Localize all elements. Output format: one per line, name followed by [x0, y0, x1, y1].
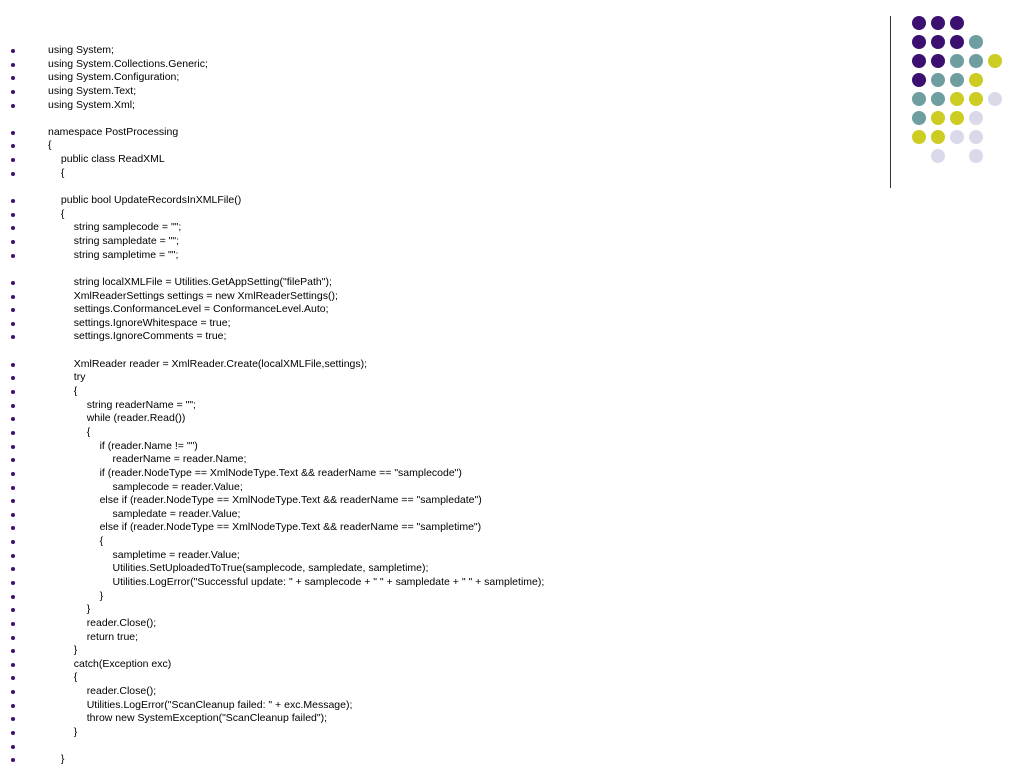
dot-dark_purple — [950, 35, 964, 49]
code-line-text: settings.ConformanceLevel = ConformanceLevel.Auto; — [73, 303, 329, 316]
code-line-text: } — [73, 644, 78, 657]
code-line — [0, 126, 860, 140]
dot-lavender — [931, 149, 945, 163]
bullet-icon — [11, 567, 15, 571]
code-line — [0, 71, 860, 85]
code-line-text: using System.Collections.Generic; — [48, 57, 208, 70]
code-line — [0, 699, 860, 713]
code-line-text: if (reader.NodeType == XmlNodeType.Text && readerName == "samplecode") — [99, 466, 462, 479]
dot-dark_purple — [931, 35, 945, 49]
bullet-icon — [11, 458, 15, 462]
bullet-icon — [11, 363, 15, 367]
bullet-icon — [11, 513, 15, 517]
code-line — [0, 521, 860, 535]
code-line-text: else if (reader.NodeType == XmlNodeType.Text && readerName == "sampletime") — [99, 521, 482, 534]
dot-yellow — [912, 130, 926, 144]
code-line-text: reader.Close(); — [86, 685, 157, 698]
code-line — [0, 535, 860, 549]
code-line — [0, 344, 860, 358]
bullet-icon — [11, 90, 15, 94]
bullet-icon — [11, 404, 15, 408]
code-line — [0, 290, 860, 304]
bullet-icon — [11, 172, 15, 176]
bullet-icon — [11, 704, 15, 708]
bullet-icon — [11, 745, 15, 749]
bullet-icon — [11, 540, 15, 544]
code-line-text: samplecode = reader.Value; — [112, 480, 243, 493]
bullet-icon — [11, 717, 15, 721]
code-line — [0, 671, 860, 685]
code-line-text: { — [73, 385, 78, 398]
code-line-text: else if (reader.NodeType == XmlNodeType.Text && readerName == "sampledate") — [99, 494, 482, 507]
bullet-icon — [11, 63, 15, 67]
code-line — [0, 753, 860, 767]
code-line — [0, 235, 860, 249]
bullet-icon — [11, 526, 15, 530]
code-line — [0, 631, 860, 645]
code-line — [0, 167, 860, 181]
code-line — [0, 276, 860, 290]
bullet-icon — [11, 472, 15, 476]
bullet-icon — [11, 636, 15, 640]
code-line-text: settings.IgnoreComments = true; — [73, 330, 227, 343]
bullet-icon — [11, 49, 15, 53]
dot-dark_purple — [912, 16, 926, 30]
bullet-icon — [11, 758, 15, 762]
code-line — [0, 221, 860, 235]
dot-dark_purple — [912, 35, 926, 49]
code-line-text: settings.IgnoreWhitespace = true; — [73, 316, 231, 329]
code-line-text: using System.Xml; — [48, 98, 135, 111]
code-line — [0, 562, 860, 576]
bullet-icon — [11, 295, 15, 299]
dot-yellow — [950, 111, 964, 125]
dot-yellow — [931, 111, 945, 125]
code-line — [0, 617, 860, 631]
dot-lavender — [950, 130, 964, 144]
code-line-text: namespace PostProcessing — [48, 125, 179, 138]
dot-yellow — [969, 73, 983, 87]
code-line-text: reader.Close(); — [86, 616, 157, 629]
code-line-text: string sampletime = ""; — [73, 248, 179, 261]
dot-dark_purple — [931, 16, 945, 30]
code-line-text: using System; — [48, 44, 114, 56]
code-line — [0, 249, 860, 263]
code-line — [0, 208, 860, 222]
bullet-icon — [11, 199, 15, 203]
bullet-icon — [11, 281, 15, 285]
code-line — [0, 330, 860, 344]
code-line-text: using System.Configuration; — [48, 71, 180, 84]
bullet-icon — [11, 608, 15, 612]
code-line — [0, 139, 860, 153]
code-line-text: { — [99, 535, 104, 548]
bullet-icon — [11, 690, 15, 694]
code-line-text: } — [60, 753, 65, 766]
code-line — [0, 426, 860, 440]
bullet-icon — [11, 104, 15, 108]
code-line — [0, 358, 860, 372]
code-line-text: while (reader.Read()) — [86, 412, 186, 425]
dot-yellow — [931, 130, 945, 144]
code-line-text: string readerName = ""; — [86, 398, 196, 411]
code-line — [0, 481, 860, 495]
bullet-icon — [11, 308, 15, 312]
bullet-icon — [11, 240, 15, 244]
bullet-icon — [11, 445, 15, 449]
code-line — [0, 153, 860, 167]
code-line-text: return true; — [86, 630, 139, 643]
code-line — [0, 658, 860, 672]
code-line — [0, 508, 860, 522]
code-line — [0, 590, 860, 604]
dot-teal — [950, 54, 964, 68]
code-line — [0, 712, 860, 726]
code-line — [0, 726, 860, 740]
bullet-icon — [11, 335, 15, 339]
code-line-text: try — [73, 371, 86, 384]
code-line-text: XmlReaderSettings settings = new XmlReaderSettings(); — [73, 289, 338, 302]
bullet-icon — [11, 581, 15, 585]
code-line — [0, 180, 860, 194]
code-line — [0, 576, 860, 590]
code-line — [0, 467, 860, 481]
code-line — [0, 385, 860, 399]
code-line — [0, 303, 860, 317]
code-line-text: } — [86, 603, 91, 616]
bullet-icon — [11, 622, 15, 626]
bullet-icon — [11, 131, 15, 135]
dot-dark_purple — [912, 54, 926, 68]
bullet-icon — [11, 144, 15, 148]
dot-yellow — [950, 92, 964, 106]
dot-yellow — [988, 54, 1002, 68]
code-line — [0, 371, 860, 385]
code-listing — [0, 44, 860, 767]
code-line — [0, 412, 860, 426]
dot-dark_purple — [912, 73, 926, 87]
code-line — [0, 99, 860, 113]
code-line-text: public class ReadXML — [60, 153, 165, 166]
code-line-text: { — [48, 139, 52, 152]
code-line-text: string localXMLFile = Utilities.GetAppSetting("filePath"); — [73, 275, 332, 288]
code-line — [0, 453, 860, 467]
dot-teal — [969, 35, 983, 49]
bullet-icon — [11, 431, 15, 435]
dot-dark_purple — [931, 54, 945, 68]
code-line — [0, 549, 860, 563]
code-line — [0, 262, 860, 276]
code-line-text: { — [60, 166, 65, 179]
code-line — [0, 85, 860, 99]
code-line-text: string sampledate = ""; — [73, 234, 180, 247]
code-line-text: Utilities.SetUploadedToTrue(samplecode, sampledate, sampletime); — [112, 562, 429, 575]
bullet-icon — [11, 213, 15, 217]
code-line — [0, 194, 860, 208]
code-line-text: using System.Text; — [48, 84, 137, 97]
bullet-icon — [11, 390, 15, 394]
dot-teal — [969, 54, 983, 68]
code-line-text: sampledate = reader.Value; — [112, 507, 241, 520]
code-line — [0, 603, 860, 617]
bullet-icon — [11, 499, 15, 503]
bullet-icon — [11, 417, 15, 421]
code-line-text: XmlReader reader = XmlReader.Create(localXMLFile,settings); — [73, 357, 368, 370]
dot-teal — [950, 73, 964, 87]
code-line — [0, 58, 860, 72]
dot-teal — [931, 73, 945, 87]
code-line — [0, 112, 860, 126]
dot-lavender — [969, 111, 983, 125]
bullet-icon — [11, 595, 15, 599]
code-line — [0, 644, 860, 658]
code-line — [0, 44, 860, 58]
code-line-text: catch(Exception exc) — [73, 657, 172, 670]
code-line-text: throw new SystemException("ScanCleanup failed"); — [86, 712, 328, 725]
code-line-text: sampletime = reader.Value; — [112, 548, 240, 561]
dot-lavender — [969, 149, 983, 163]
code-line-text: readerName = reader.Name; — [112, 453, 247, 466]
code-line-text: Utilities.LogError("Successful update: " + samplecode + " " + sampledate + " " + sampletime); — [112, 575, 545, 588]
code-line — [0, 494, 860, 508]
bullet-icon — [11, 158, 15, 162]
code-line-text: { — [73, 671, 78, 684]
dot-lavender — [988, 92, 1002, 106]
bullet-icon — [11, 322, 15, 326]
dot-lavender — [969, 130, 983, 144]
code-line-text: public bool UpdateRecordsInXMLFile() — [60, 194, 242, 207]
dot-teal — [931, 92, 945, 106]
code-line-text: string samplecode = ""; — [73, 221, 182, 234]
dot-yellow — [969, 92, 983, 106]
bullet-icon — [11, 226, 15, 230]
bullet-icon — [11, 649, 15, 653]
code-line — [0, 740, 860, 754]
bullet-icon — [11, 486, 15, 490]
code-line-text: } — [73, 726, 78, 739]
dot-dark_purple — [950, 16, 964, 30]
decorative-dot-grid — [900, 14, 1020, 174]
code-line-text: Utilities.LogError("ScanCleanup failed: " + exc.Message); — [86, 698, 353, 711]
bullet-icon — [11, 731, 15, 735]
dot-teal — [912, 111, 926, 125]
code-line — [0, 399, 860, 413]
bullet-icon — [11, 254, 15, 258]
vertical-divider — [890, 16, 891, 188]
bullet-icon — [11, 376, 15, 380]
dot-teal — [912, 92, 926, 106]
bullet-icon — [11, 676, 15, 680]
bullet-icon — [11, 76, 15, 80]
bullet-icon — [11, 554, 15, 558]
code-line-text: } — [99, 589, 104, 602]
code-line — [0, 317, 860, 331]
code-line — [0, 440, 860, 454]
code-line-text: if (reader.Name != "") — [99, 439, 198, 452]
bullet-icon — [11, 663, 15, 667]
code-line — [0, 685, 860, 699]
code-line-text: { — [86, 425, 91, 438]
code-line-text: { — [60, 207, 65, 220]
